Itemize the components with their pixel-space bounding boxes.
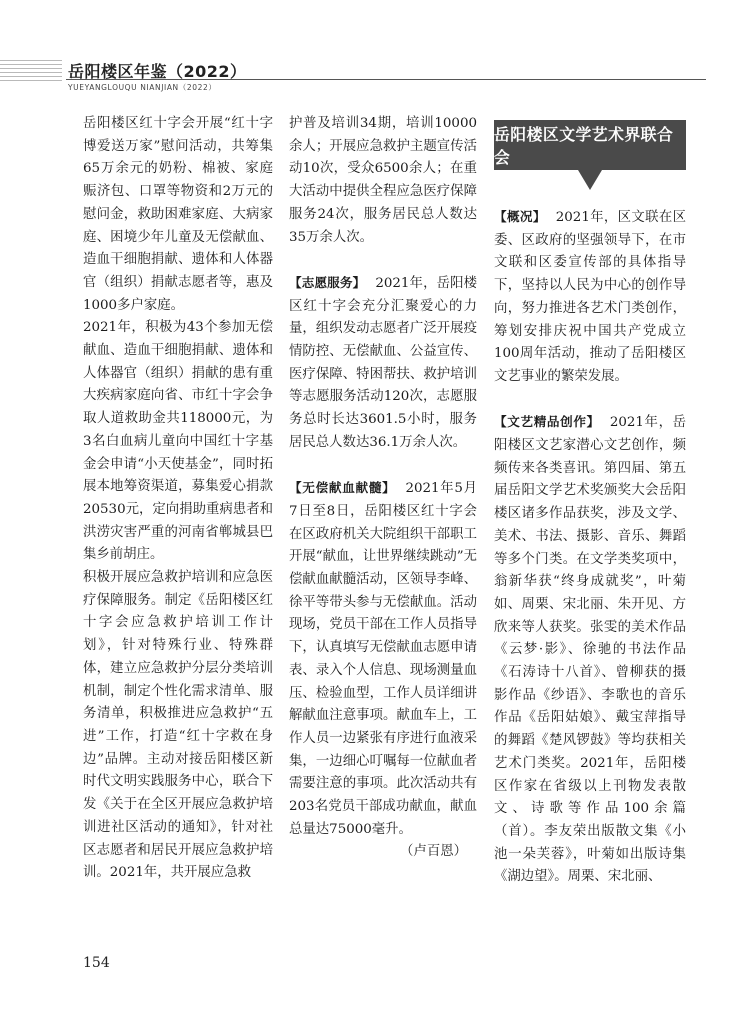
page-number: 154 — [83, 955, 110, 971]
text-column-2 — [289, 113, 477, 864]
section-heading-overview: 【概况】 — [494, 209, 546, 224]
section-text-volunteer: 2021年，岳阳楼区红十字会充分汇聚爱心的力量，组织发动志愿者广泛开展疫情防控、无偿献血、公益宣传、医疗保障、特困帮扶、救护培训等志愿服务活动120次，志愿服务总时长达3601.5小时，服务居民总人数达36.1万余人次。 — [289, 275, 478, 450]
banner-pointer-icon — [578, 170, 602, 190]
section-gap — [494, 389, 686, 412]
author-signature: （卢百恩） — [400, 844, 467, 860]
text-column-3 — [494, 206, 686, 889]
section-gap — [289, 249, 477, 272]
section-volunteer-service — [289, 272, 477, 455]
paragraph-first-aid-training: 积极开展应急救护培训和应急医疗保障服务。制定《岳阳楼区红十字会应急救护培训工作计划》，针对特殊行业、特殊群体，建立应急救护分层分类培训机制，制定个性化需求清单、服务清单，积极推进应急救护“五进”工作，打造“红十字救在身边”品牌。主动对接岳阳楼区新时代文明实践服务中心，联合下发《关于在全区开展应急救护培训进社区活动的通知》，针对社区志愿者和居民开展应急救护培训。2021年，共开展应急救 — [83, 570, 273, 881]
header-decoration-stripes — [0, 60, 62, 84]
section-banner — [494, 120, 686, 170]
header-rule — [66, 79, 706, 80]
section-overview — [494, 206, 686, 389]
paragraph-training-stats: 护普及培训34期，培训10000余人；开展应急救护主题宣传活动10次，受众6500余人；在重大活动中提供全程应急医疗保障服务24次，服务居民总人数达35万余人次。 — [289, 116, 477, 245]
section-blood-donation — [289, 477, 477, 841]
running-header-title: 岳阳楼区年鉴（2022） — [68, 62, 247, 81]
section-heading-volunteer: 【志愿服务】 — [289, 274, 366, 290]
section-heading-art-works: 【文艺精品创作】 — [494, 414, 600, 430]
paragraph-humanitarian-aid: 2021年，积极为43个参加无偿献血、造血干细胞捐献、遗体和人体器官（组织）捐献的患有重大疾病家庭向省、市红十字会争取人道救助金共118000元，为3名白血病儿童向中国红十字基金会申请“小天使基金”，同时拓展本地筹资渠道，募集爱心捐款20530元，定向捐助重病患者和洪涝灾害严重的河南省郸城县巴集乡前胡庄。 — [83, 320, 273, 563]
section-text-blood-donation: 2021年5月7日至8日，岳阳楼区红十字会在区政府机关大院组织干部职工开展“献血，让世界继续跳动”无偿献血献髓活动，区领导李峰、徐平等带头参与无偿献血。活动现场，党员干部在工作人员指导下，认真填写无偿献血志愿申请表、录入个人信息、现场测量血压、检验血型，工作人员详细讲解献血注意事项。献血车上，工作人员一边紧张有序进行血液采集，一边细心叮嘱每一位献血者需要注意的事项。此次活动共有203名党员干部成功献血，献血总量达75000毫升。 — [289, 481, 477, 837]
running-header-subtitle: YUEYANGLOUQU NIANJIAN（2022） — [68, 83, 217, 92]
text-column-1 — [83, 113, 273, 885]
section-gap — [289, 455, 477, 478]
paragraph-red-cross-relief: 岳阳楼区红十字会开展“红十字博爱送万家”慰问活动，共筹集65万余元的奶粉、棉被、家庭赈济包、口罩等物资和2万元的慰问金，救助困难家庭、大病家庭、困境少年儿童及无偿献血、造血干细胞捐献、遗体和人体器官（组织）捐献志愿者等，惠及1000多户家庭。 — [83, 116, 273, 313]
banner-title: 岳阳楼区文学艺术界联合会 — [494, 125, 674, 167]
section-heading-blood-donation: 【无偿献血献髓】 — [289, 480, 396, 496]
section-art-works — [494, 411, 686, 889]
section-text-overview: 2021年，区文联在区委、区政府的坚强领导下，在市文联和区委宣传部的具体指导下，坚持以人民为中心的创作导向，努力推进各艺术门类创作，筹划安排庆祝中国共产党成立100周年活动，推动了岳阳楼区文艺事业的繁荣发展。 — [494, 210, 687, 384]
section-text-art-works: 2021年，岳阳楼区文艺家潜心文艺创作，频频传来各类喜讯。第四届、第五届岳阳文学艺术奖颁奖大会岳阳楼区诸多作品获奖，涉及文学、美术、书法、摄影、音乐、舞蹈等多个门类。在文学类奖项中，翁新华获“终身成就奖”，叶菊如、周栗、宋北丽、朱开见、方欣来等人获奖。张雯的美术作品《云梦·影》、徐驰的书法作品《石涛诗十八首》、曾柳获的摄影作品《纱语》、李歌也的音乐作品《岳阳姑娘》、戴宝萍指导的舞蹈《楚风锣鼓》等均获相关艺术门类奖。2021年，岳阳楼区作家在省级以上刊物发表散文、诗歌等作品100余篇（首）。李友荣出版散文集《小池一朵芙蓉》，叶菊如出版诗集《湖边望》。周栗、宋北丽、 — [494, 415, 687, 885]
